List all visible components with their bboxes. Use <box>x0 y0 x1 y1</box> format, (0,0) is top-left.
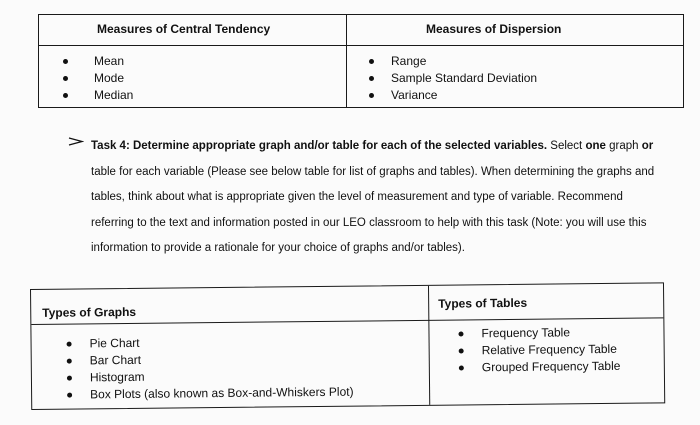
graphs-list <box>66 333 353 404</box>
list-item: Median <box>63 87 133 104</box>
task-text-part: table for each variable (Please see below table for list of graphs and tables). When determining the graphs and tables, think about what is appropriate given the level of measurement and type of variable. Recommend referring to the text and information posted in our LEO classroom to help with this task (Note: you will use this information to provide a rationale for your choice of graphs and/or tables). <box>91 165 655 254</box>
list-item: Histogram <box>67 367 354 387</box>
measures-table <box>38 14 684 108</box>
central-tendency-header: Measures of Central Tendency <box>97 22 271 36</box>
list-item: Relative Frequency Table <box>459 341 621 360</box>
task-paragraph <box>68 134 668 262</box>
list-item: Bar Chart <box>67 350 354 370</box>
types-of-tables-header: Types of Tables <box>438 295 528 311</box>
tables-list <box>458 324 620 377</box>
list-item: Grouped Frequency Table <box>459 358 621 377</box>
arrowhead-bullet-icon <box>68 134 84 148</box>
list-item: Pie Chart <box>66 333 353 353</box>
task-text-part: Select <box>547 140 586 152</box>
task-heading: Task 4: Determine appropriate graph and/or table for each of the selected variables. <box>91 140 548 152</box>
task-emphasis: one <box>585 140 606 152</box>
list-item: Variance <box>369 87 537 104</box>
measures-table-divider <box>346 15 347 107</box>
graphs-tables-divider <box>428 286 430 405</box>
types-of-graphs-header: Types of Graphs <box>42 304 137 320</box>
task-text-part: graph <box>605 140 642 152</box>
dispersion-header: Measures of Dispersion <box>426 22 562 36</box>
graphs-tables-table <box>30 282 665 410</box>
central-tendency-list <box>63 53 133 104</box>
dispersion-list <box>369 53 537 104</box>
list-item: Sample Standard Deviation <box>369 70 537 87</box>
list-item: Mean <box>63 53 133 70</box>
list-item: Box Plots (also known as Box-and-Whiskers Plot) <box>67 384 354 404</box>
list-item: Range <box>369 53 537 70</box>
task-text <box>91 134 668 262</box>
list-item: Mode <box>63 70 133 87</box>
list-item: Frequency Table <box>458 324 620 343</box>
task-emphasis: or <box>641 140 654 152</box>
